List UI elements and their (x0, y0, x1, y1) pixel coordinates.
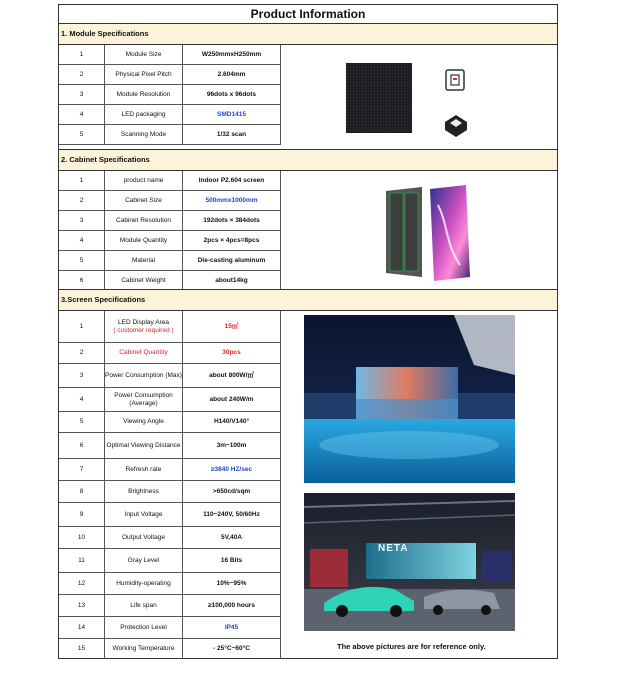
row-number: 3 (59, 85, 105, 105)
spec-name: Protection Level (105, 617, 183, 639)
row-number: 6 (59, 271, 105, 291)
spec-value: 110~240V, 50/60Hz (183, 503, 281, 527)
pool-event-photo (304, 315, 515, 483)
spec-value: 192dots × 384dots (183, 211, 281, 231)
spec-name: Optimal Viewing Distance (105, 433, 183, 459)
row-number: 6 (59, 433, 105, 459)
spec-value: 10%~95% (183, 573, 281, 595)
row-number: 5 (59, 125, 105, 145)
row-number: 2 (59, 65, 105, 85)
row-number: 5 (59, 251, 105, 271)
spec-name (105, 311, 183, 343)
spec-name: Scanning Mode (105, 125, 183, 145)
spec-value: about 800W/㎡ (183, 364, 281, 388)
spec-value: - 25°C~60°C (183, 639, 281, 659)
module-back-icon (445, 69, 465, 91)
spec-value: ≥100,000 hours (183, 595, 281, 617)
spec-value: H140/V140° (183, 412, 281, 433)
row-number: 7 (59, 459, 105, 481)
spec-name: Life span (105, 595, 183, 617)
spec-value: about14kg (183, 271, 281, 291)
spec-name: Cabinet Quantity (105, 343, 183, 364)
spec-name: Module Resolution (105, 85, 183, 105)
row-number: 12 (59, 573, 105, 595)
spec-name: Working Temperature (105, 639, 183, 659)
car-show-photo (304, 493, 515, 631)
spec-name: Material (105, 251, 183, 271)
spec-name-line2: ( customer required ) (113, 326, 174, 334)
row-number: 4 (59, 231, 105, 251)
row-number: 9 (59, 503, 105, 527)
led-chip-icon (443, 113, 469, 139)
spec-name: Input Voltage (105, 503, 183, 527)
spec-name: Physical Pixel Pitch (105, 65, 183, 85)
spec-name: Power Consumption (Average) (105, 388, 183, 412)
reference-note: The above pictures are for reference only. (337, 642, 486, 651)
spec-value: 15㎡ (183, 311, 281, 343)
spec-name: Module Size (105, 45, 183, 65)
row-number: 10 (59, 527, 105, 549)
spec-value: Die-casting aluminum (183, 251, 281, 271)
spec-value: about 240W/m (183, 388, 281, 412)
spec-value: 30pcs (183, 343, 281, 364)
spec-name-line1: LED Display Area (118, 318, 169, 326)
spec-name: product name (105, 171, 183, 191)
spec-name: Module Quantity (105, 231, 183, 251)
spec-name: Viewing Angle (105, 412, 183, 433)
spec-name: LED packaging (105, 105, 183, 125)
spec-value: 2pcs × 4pcs=8pcs (183, 231, 281, 251)
spec-value: 500mmx1000mm (183, 191, 281, 211)
row-number: 13 (59, 595, 105, 617)
spec-name: Gray Level (105, 549, 183, 573)
row-number: 3 (59, 211, 105, 231)
spec-value: W250mmxH250mm (183, 45, 281, 65)
section-screen-header: 3.Screen Specifications (59, 289, 557, 311)
spec-value: SMD1415 (183, 105, 281, 125)
section-cabinet-header: 2. Cabinet Specifications (59, 149, 557, 171)
spec-name: Brightness (105, 481, 183, 503)
row-number: 1 (59, 311, 105, 343)
row-number: 4 (59, 388, 105, 412)
row-number: 15 (59, 639, 105, 659)
spec-value: >650cd/sqm (183, 481, 281, 503)
section-module-header: 1. Module Specifications (59, 23, 557, 45)
spec-value: 16 Bits (183, 549, 281, 573)
row-number: 11 (59, 549, 105, 573)
spec-value: IP45 (183, 617, 281, 639)
spec-value: ≥3840 HZ/sec (183, 459, 281, 481)
cabinet-image (386, 185, 478, 281)
page-title: Product Information (59, 5, 557, 24)
row-number: 4 (59, 105, 105, 125)
spec-value: 3m~100m (183, 433, 281, 459)
spec-value: 2.604mm (183, 65, 281, 85)
spec-name: Humidity-operating (105, 573, 183, 595)
spec-value: 1/32 scan (183, 125, 281, 145)
spec-name: Refresh rate (105, 459, 183, 481)
row-number: 3 (59, 364, 105, 388)
spec-name: Power Consumption (Max) (105, 364, 183, 388)
row-number: 8 (59, 481, 105, 503)
spec-name: Cabinet Weight (105, 271, 183, 291)
row-number: 1 (59, 171, 105, 191)
row-number: 14 (59, 617, 105, 639)
spec-name: Output Voltage (105, 527, 183, 549)
spec-value: 96dots x 96dots (183, 85, 281, 105)
module-image (346, 63, 412, 133)
product-sheet (58, 4, 558, 659)
spec-value: Indoor P2.604 screen (183, 171, 281, 191)
row-number: 5 (59, 412, 105, 433)
spec-name: Cabinet Resolution (105, 211, 183, 231)
row-number: 1 (59, 45, 105, 65)
row-number: 2 (59, 343, 105, 364)
spec-value: 5V,40A (183, 527, 281, 549)
neta-brand-text: NETA (378, 543, 409, 554)
row-number: 2 (59, 191, 105, 211)
spec-name: Cabinet Size (105, 191, 183, 211)
